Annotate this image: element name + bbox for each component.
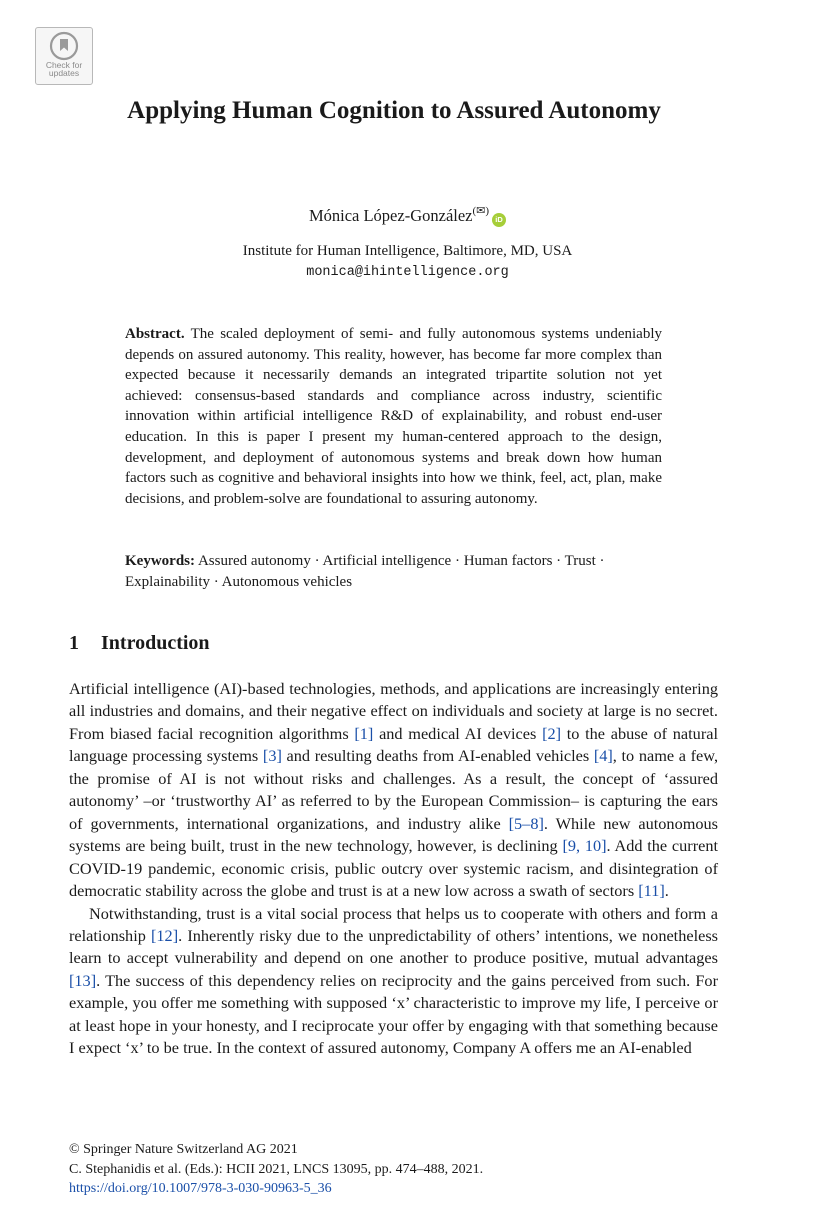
citation-link[interactable]: [2] <box>542 723 562 743</box>
copyright: © Springer Nature Switzerland AG 2021 <box>69 1142 298 1157</box>
text-run: . Inherently risky due to the unpredictability of others’ intentions, we nonetheless learn to accept vulnerability and depend on one another to produce positive, mutual advantages <box>69 925 718 968</box>
text-run: , to name a few, the promise of AI is not without risks and challenges. As a result, the concept of ‘assured autonomy’ –or ‘trustworthy AI’ as referred to by the European Commission– is capturing the ears of governments, international organizations, and industry alike <box>69 746 719 833</box>
paragraph <box>69 678 718 903</box>
envelope-icon[interactable]: (✉) <box>472 205 490 217</box>
badge-label-line2: updates <box>48 68 80 78</box>
citation-link[interactable]: [5–8] <box>508 813 544 833</box>
text-run: to the abuse of natural language processing systems <box>69 723 718 766</box>
citation-link[interactable]: [4] <box>593 746 613 766</box>
text-run: . While new autonomous systems are being built, trust in the new technology, however, is declining <box>69 813 718 856</box>
author-name: Mónica López-González <box>308 206 473 225</box>
abstract-label: Abstract. <box>125 326 185 342</box>
text-run: Artificial intelligence (AI)-based technologies, methods, and applications are increasingly entering all industries and domains, and their negative effect on individuals and society at large is no secret. From biased facial recognition algorithms <box>69 679 718 743</box>
paper-title: Applying Human Cognition to Assured Autonomy <box>127 97 661 124</box>
text-run: Notwithstanding, trust is a vital social process that helps us to cooperate with others and form a relationship <box>69 903 718 945</box>
citation-info: C. Stephanidis et al. (Eds.): HCII 2021, LNCS 13095, pp. 474–488, 2021. <box>69 1161 484 1177</box>
section-number: 1 <box>69 632 79 654</box>
keywords <box>125 551 662 592</box>
text-run: and medical AI devices <box>373 723 543 743</box>
text-run: . The success of this dependency relies on reciprocity and the gains perceived from such. For example, you offer me something with supposed ‘x’ characteristic to improve my life, I perceive or at least hope in your honesty, and I reciprocate your offer by engaging with that something because I expect ‘x’ to be true. In the context of assured autonomy, Company A offers me an AI-enabled <box>69 970 718 1058</box>
text-run: and resulting deaths from AI-enabled vehicles <box>281 746 594 766</box>
abstract-text: The scaled deployment of semi- and fully autonomous systems undeniably depends on assured autonomy. This reality, however, has become far more complex than expected because it necessarily demands an integrated tripartite solution not yet achieved: consensus-based standards and compliance across industry, scientific innovation within artificial intelligence R&D of explainability, and robust end-user education. In this is paper I present my human-centered approach to the design, development, and deployment of autonomous systems and break down how human factors such as cognitive and behavioral insights into how we think, feel, act, plan, make decisions, and problem-solve are foundational to assuring autonomy. <box>125 326 662 507</box>
footer <box>69 1140 483 1199</box>
citation-link[interactable]: [9, 10] <box>562 836 607 856</box>
affiliation-block <box>0 241 815 283</box>
citation-link[interactable]: [12] <box>151 925 179 945</box>
citation-link[interactable]: [1] <box>354 723 374 743</box>
section-title: Introduction <box>101 632 210 654</box>
paragraph <box>69 903 718 1060</box>
citation-link[interactable]: [3] <box>262 746 282 766</box>
keywords-label: Keywords: <box>125 553 195 569</box>
text-run: . Add the current COVID-19 pandemic, economic crisis, public outcry over systemic racism, and disintegration of democratic stability across the globe and trust is at a new low across a swath of sectors <box>69 836 719 901</box>
section-heading <box>69 630 210 656</box>
affiliation: Institute for Human Intelligence, Baltimore, MD, USA <box>242 243 573 259</box>
check-for-updates-badge[interactable] <box>35 27 93 85</box>
badge-label-line1: Check for <box>45 60 83 70</box>
orcid-icon[interactable]: iD <box>492 213 506 227</box>
author-line <box>0 200 815 227</box>
text-run: . <box>664 881 669 901</box>
author-email[interactable]: monica@ihintelligence.org <box>306 265 509 280</box>
citation-link[interactable]: [11] <box>638 881 665 901</box>
abstract <box>125 324 662 509</box>
keywords-text: Assured autonomy · Artificial intelligence · Human factors · Trust · Explainability · Autonomous vehicles <box>125 553 605 590</box>
citation-link[interactable]: [13] <box>69 970 97 990</box>
body-text <box>69 678 718 1060</box>
doi-link[interactable]: https://doi.org/10.1007/978-3-030-90963-5_36 <box>69 1181 332 1196</box>
check-for-updates-icon <box>49 31 79 61</box>
